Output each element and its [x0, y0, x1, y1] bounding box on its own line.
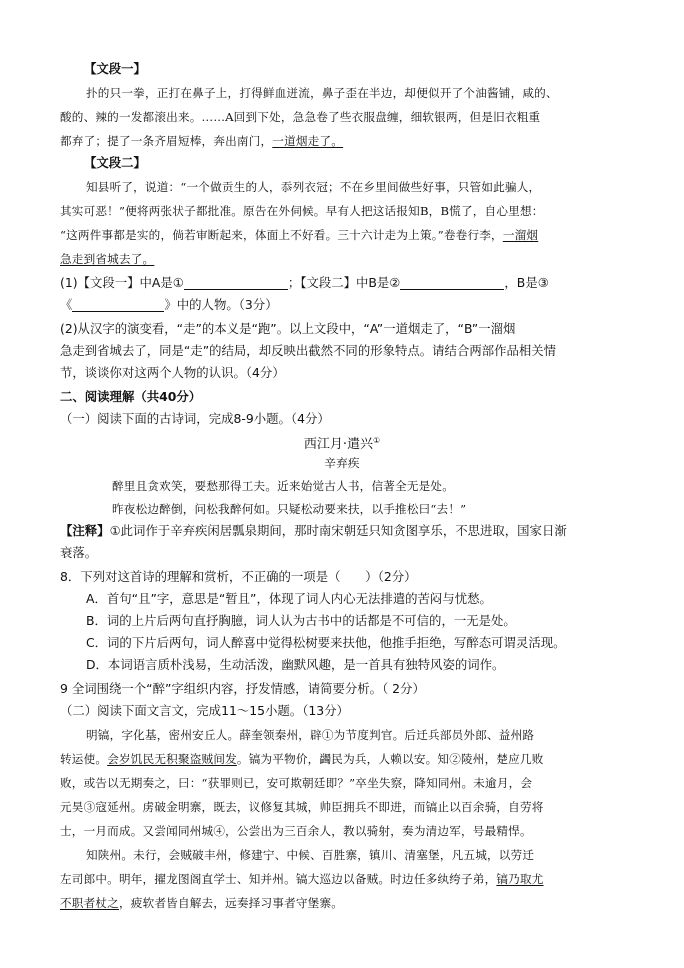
poem-title: 西江月·遣兴①: [303, 436, 381, 452]
underlined-sentence-1: 会岁饥民无积聚盗贼间发: [107, 752, 237, 766]
subsection-one-heading: （一）阅读下面的古诗词，完成8-9小题。（4分）: [60, 411, 330, 426]
passage-2-line-1: 知县听了，说道：“一个做贡生的人，忝列衣冠；不在乡里间做些好事，只管如此骗人，: [86, 180, 541, 194]
question-2-line-1: (2)从汉字的演变看，“走”的本义是“跑”。以上文段中，“A”一道烟走了，“B”一溜烟: [60, 321, 516, 336]
classical-text-line-2: 转运使。会岁饥民无积聚盗贼间发。镐为平物价，蠲民为兵，人赖以安。知②陵州，楚应几败: [60, 752, 544, 766]
section-heading-2: 【文段二】: [84, 155, 146, 170]
classical-text-line-4: 元昊③寇延州。虏破金明寨，既去，议修复其城，帅臣拥兵不即进，而镐止以百余骑，自劳将: [60, 800, 544, 814]
question-2-line-3: 节，谈谈你对这两个人物的认识。（4分）: [60, 365, 285, 380]
poem-line-2: 昨夜松边醉倒，问松我醉何如。只疑松动要来扶，以手推松曰“去！”: [112, 502, 467, 516]
classical-text-line-1: 明镐，字化基，密州安丘人。薛奎领秦州，辟①为节度判官。后迁兵部员外郎、益州路: [86, 728, 535, 742]
classical-text-line-8: 不职者杖之，疲软者皆自解去，远奏择习事者守堡寨。: [60, 896, 344, 910]
question-8-option-c[interactable]: C．词的下片后两句，词人醉喜中觉得松树要来扶他，他推手拒绝，写醉态可谓灵活现。: [86, 635, 566, 650]
classical-text-line-3: 败，或告以无期奏之，曰：“获罪则已，安可欺朝廷即？”卒坐失察，降知同州。未逾月，会: [60, 776, 533, 790]
answer-blank-3[interactable]: [72, 297, 164, 312]
passage-2-line-4: 急走到省城去了。: [60, 252, 155, 266]
question-1-line-2: 《 》中的人物。（3分）: [60, 297, 278, 312]
question-8-stem: 8．下列对这首诗的理解和赏析，不正确的一项是（ ）（2分）: [60, 569, 417, 584]
poem-footnote-mark: ①: [372, 436, 381, 445]
poem-author: 辛弃疾: [324, 456, 360, 470]
question-8-option-d[interactable]: D．本词语言质朴浅易，生动活泼，幽默风趣，是一首具有独特风姿的词作。: [86, 657, 505, 672]
passage-2-line-2: 其实可恶！”便将两张状子都批准。原告在外伺候。早有人把这话报知B，B慌了，自心里想：: [60, 204, 544, 218]
passage-1-line-3: 都弃了；提了一条齐眉短棒，奔出南门，一道烟走了。: [60, 134, 344, 148]
underlined-phrase-2: 一溜烟: [502, 228, 539, 242]
classical-text-line-6: 知陕州。未行，会贼破丰州，修建宁、中候、百胜寨，镇川、清塞堡，凡五城，以劳迁: [86, 848, 535, 862]
passage-1-line-2: 酸的、辣的一发都滚出来。……A回到下处，急急卷了些衣服盘缠，细软银两，但是旧衣粗重: [60, 110, 541, 124]
question-8-option-b[interactable]: B．词的上片后两句直抒胸臆，词人认为古书中的话都是不可信的，一无是处。: [86, 613, 516, 628]
section-heading-1: 【文段一】: [84, 61, 146, 76]
question-8-option-a[interactable]: A．首句“且”字，意思是“暂且”，体现了词人内心无法排遣的苦闷与忧愁。: [86, 591, 492, 606]
annotation-line-2: 衰落。: [60, 545, 98, 560]
underlined-sentence-2b: 不职者杖之: [60, 896, 119, 910]
section-two-heading: 二、阅读理解（共40分）: [60, 389, 202, 404]
passage-2-line-3: “这两件事都是实的，倘若审断起来，体面上不好看。三十六计走为上策。”卷卷行李，一溜烟: [60, 228, 539, 242]
answer-blank-2[interactable]: [400, 275, 504, 290]
underlined-phrase-1: 一道烟走了。: [272, 134, 344, 148]
question-1-line-1: (1)【文段一】中A是① ；【文段二】中B是② ，B是③: [60, 275, 549, 290]
answer-blank-1[interactable]: [184, 275, 288, 290]
question-9-stem: 9 全词围绕一个“醉”字组织内容，抒发情感，请简要分析。（ 2分）: [60, 681, 425, 696]
subsection-two-heading: （二）阅读下面文言文，完成11～15小题。（13分）: [60, 703, 349, 718]
classical-text-line-5: 士，一月而成。又尝闻同州城④，公尝出为三百余人，教以骑射，奏为清边军，号最精悍。: [60, 824, 532, 838]
annotation-line-1: 【注释】①此词作于辛弃疾闲居瓢泉期间，那时南宋朝廷只知贪图享乐，不思进取，国家日渐: [60, 523, 567, 538]
poem-line-1: 醉里且贪欢笑，要愁那得工夫。近来始觉古人书，信著全无是处。: [112, 479, 455, 493]
classical-text-line-7: 左司郎中。明年，擢龙图阁直学士、知并州。镐大巡边以备贼。时边任多纨绔子弟，镐乃取尤: [60, 872, 544, 886]
passage-1-line-1: 扑的只一拳，正打在鼻子上，打得鲜血迸流，鼻子歪在半边，却便似开了个油酱铺，咸的、: [86, 86, 558, 100]
underlined-sentence-2a: 镐乃取尤: [496, 872, 544, 886]
question-2-line-2: 急走到省城去了，同是“走”的结局，却反映出截然不同的形象特点。请结合两部作品相关情: [60, 343, 557, 358]
